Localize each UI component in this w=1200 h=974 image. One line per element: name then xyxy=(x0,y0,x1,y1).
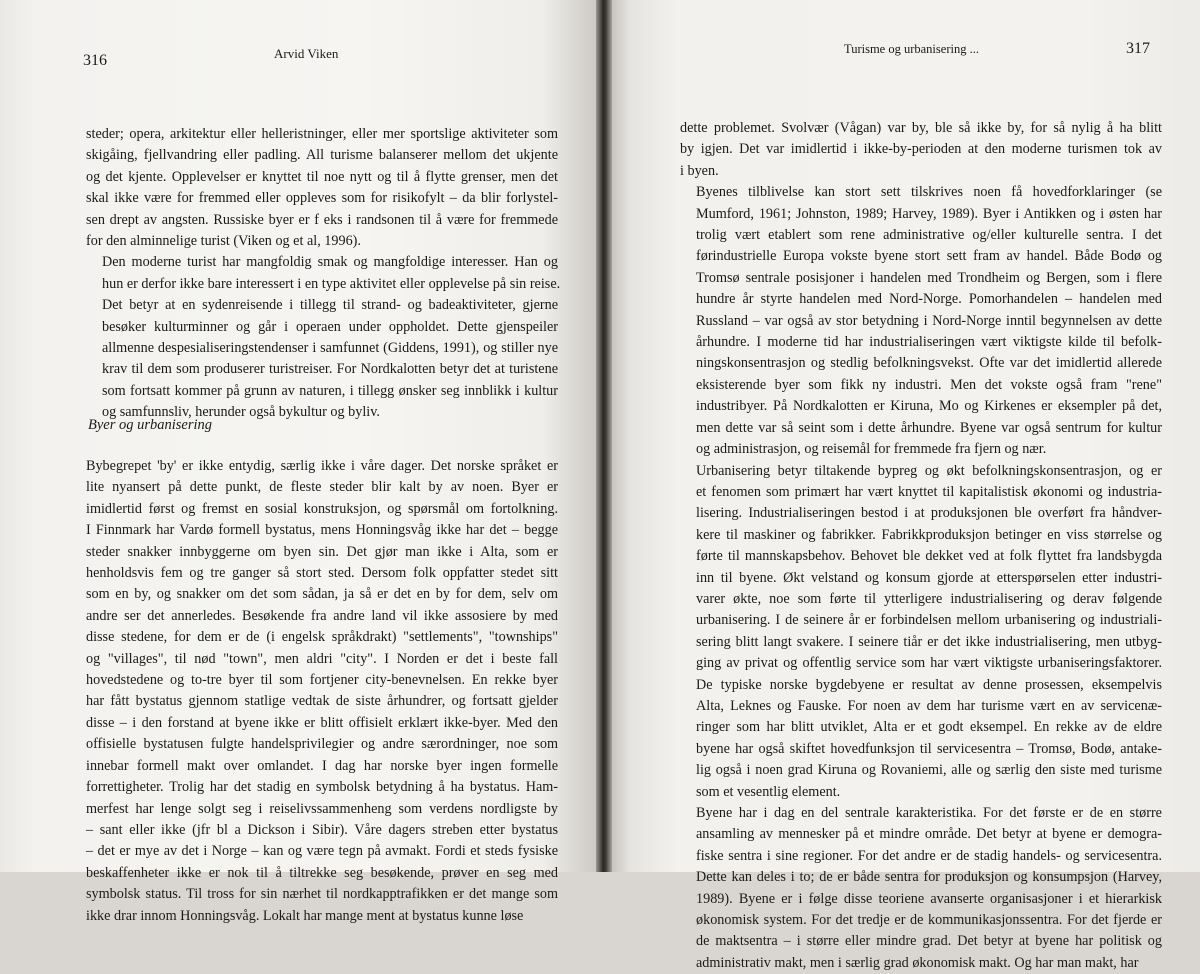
text-line: hundre år styrte handelen med Nord-Norge. Pomorhandelen – handelen med xyxy=(696,291,1162,308)
text-line: sering blitt langt svakere. I seinere tiår er det ikke industrialisering, men utbyg- xyxy=(696,633,1162,650)
text-line: Urbanisering betyr tiltakende bypreg og økt befolkningskonsentrasjon, og er xyxy=(696,462,1162,479)
paragraph xyxy=(680,118,1162,182)
text-line: varer økte, noe som førte til ytterligere industrialisering og derav følgende xyxy=(696,590,1162,607)
text-line: henholdsvis fem og tre ganger så stort sted. Dersom folk oppfatter stedet sitt xyxy=(86,565,558,582)
section-heading: Byer og urbanisering xyxy=(88,417,213,433)
text-line: innebar formell makt over omlandet. I dag har norske byer ingen formelle xyxy=(86,757,558,774)
text-line: de maktsentra – i større eller mindre grad. Det betyr at byene har politisk og xyxy=(696,933,1162,950)
text-line: – det er mye av det i Norge – kan og være tegn på avmakt. Fordi et steds fysiske xyxy=(86,843,558,860)
text-line: ningskonsentrasjon og stedlig befolkningsvekst. Ofte var det imidlertid allerede xyxy=(696,355,1162,372)
text-line: beskaffenheter ikke er nok til å tiltrekke seg besøkende, prøver en seg med xyxy=(86,864,558,881)
text-line: offisielle bystatusen fulgte handelsprivilegier og andre særordninger, noe som xyxy=(86,736,558,753)
text-line: sen drept av angsten. Russiske byer er f eks i randsonen til å være for fremmede xyxy=(86,211,558,228)
text-line: dette problemet. Svolvær (Vågan) var by, ble så ikke by, for så nylig å ha blitt xyxy=(680,120,1162,136)
text-line: Bybegrepet 'by' er ikke entydig, særlig ikke i våre dager. Det norske språket er xyxy=(86,458,558,474)
text-line: hun er derfor ikke bare interessert i en type aktivitet eller opplevelse på sin reise. xyxy=(102,275,561,292)
text-line: steder; opera, arkitektur eller helleristninger, eller mer sportslige aktiviteter som xyxy=(86,126,558,142)
text-line: by igjen. Det var imidlertid i ikke-by-perioden at den moderne turismen tok av xyxy=(680,141,1162,158)
text-line: Russland – var også av stor betydning i Nord-Norge inntil begynnelsen av dette xyxy=(696,312,1162,329)
text-line: symbolsk status. Til tross for sin nærhet til nordkapptrafikken er det mange som xyxy=(86,886,558,903)
text-line: De typiske norske bygdebyene er resultat av denne prosessen, eksempelvis xyxy=(696,676,1162,693)
text-line: Alta, Leknes og Fauske. For noen av dem har turisme vært en av servicenæ- xyxy=(696,697,1162,714)
text-line: fiske sentra i sine regioner. For det andre er de stadig handels- og servicesentra. xyxy=(696,847,1162,864)
text-line: og samfunnsliv, herunder også bykultur og byliv. xyxy=(102,404,380,421)
text-line: inn til byene. Økt velstand og konsum gjorde at etterspørselen etter industri- xyxy=(696,569,1162,586)
paragraph xyxy=(86,124,558,252)
text-line: allmenne despesialiseringstendenser i samfunnet (Giddens, 1991), og stiller nye xyxy=(102,340,558,357)
text-line: men dette var så seint som i dette århundre. Byene var også sentrum for kultur xyxy=(696,419,1162,436)
text-line: ikke drar innom Honningsvåg. Lokalt har mange ment at bystatus kunne løse xyxy=(86,907,524,924)
text-line: 1989). Byene er i følge disse teoriene avanserte organisasjoner i et hierarkisk xyxy=(696,890,1162,907)
body-text-block xyxy=(680,118,1162,974)
text-line: andre ser det annerledes. Besøkende fra andre land vil ikke assosiere by med xyxy=(86,607,558,624)
page-number: 317 xyxy=(1126,40,1150,57)
text-line: Mumford, 1961; Johnston, 1989; Harvey, 1989). Byer i Antikken og i østen har xyxy=(696,205,1162,222)
left-page xyxy=(0,0,602,924)
text-line: steder snakker innbyggerne om byen sin. Det gjør man ikke i Alta, som er xyxy=(86,543,558,560)
text-line: førte til mannskapsbehov. Behovet ble dekket ved at folk flyttet fra landsbygda xyxy=(696,548,1162,565)
paragraph xyxy=(680,182,1162,460)
text-line: ging av privat og offentlig service som har vært viktigste urbaniseringsfaktorer. xyxy=(696,655,1162,672)
book-gutter xyxy=(596,0,612,872)
text-line: et fenomen som primært har vært knyttet til kapitalistisk økonomi og industria- xyxy=(696,483,1162,500)
text-line: for den alminnelige turist (Viken og et al, 1996). xyxy=(86,233,361,250)
text-line: førindustrielle Europa vokste byene stort sett fram av handel. Både Bodø og xyxy=(696,248,1162,265)
right-page xyxy=(606,0,1200,971)
text-line: krav til dem som produserer turistreiser. For Nordkalotten betyr det at turistene xyxy=(102,361,558,378)
text-line: Dette kan deles i to; de er både sentra for produksjon og konsumpsjon (Harvey, xyxy=(696,869,1162,886)
running-header: Arvid Viken xyxy=(274,46,339,61)
text-line: byene har også skiftet hovedfunksjon til servicesentra – Tromsø, Bodø, antake- xyxy=(696,740,1162,757)
text-line: I Finnmark har Vardø formell bystatus, mens Honningsvåg ikke har det – begge xyxy=(86,522,558,539)
text-line: lisering. Industrialiseringen bestod i at produksjonen ble overført fra håndver- xyxy=(696,505,1162,522)
text-line: lig også i noen grad Kiruna og Rovaniemi, alle og særlig den siste med turisme xyxy=(696,762,1162,779)
text-line: og det kjente. Opplevelser er knyttet til noe nytt og til å flytte grenser, men det xyxy=(86,168,558,185)
text-line: – sant eller ikke (jfr bl a Dickson i Sibir). Våre dagers streben etter bystatus xyxy=(86,821,558,838)
text-line: ansamling av mennesker på et mindre område. Det betyr at byene er demogra- xyxy=(696,826,1162,843)
text-line: og administrasjon, og reisemål for fremmede fra fjern og nær. xyxy=(696,441,1047,458)
paragraph xyxy=(680,803,1162,974)
text-line: kere til maskiner og fabrikker. Fabrikkproduksjon betinger en viss størrelse og xyxy=(696,526,1162,543)
text-line: har fått bystatus gjennom statlige vedtak de siste århundrer, og fortsatt gjelder xyxy=(86,693,558,710)
text-line: lite nyansert på dette punkt, de fleste steder blir kalt by av noen. Byer er xyxy=(86,479,558,496)
text-line: i byen. xyxy=(680,162,719,179)
text-line: trolig vært etablert som rene administrative og/eller kulturelle sentra. I det xyxy=(696,227,1162,244)
text-line: som en by, og snakker om det som sådan, ja så er det en by for dem, selv om xyxy=(86,586,558,603)
running-header: Turisme og urbanisering ... xyxy=(844,42,979,56)
text-line: Byenes tilblivelse kan stort sett tilskrives noen få hovedforklaringer (se xyxy=(696,184,1162,201)
text-line: administrativ makt, men i særlig grad økonomisk makt. Og har man makt, har xyxy=(696,954,1139,971)
text-line: Byene har i dag en del sentrale karakteristika. For det første er de en større xyxy=(696,805,1162,821)
page-number: 316 xyxy=(83,52,107,69)
text-line: Den moderne turist har mangfoldig smak og mangfoldige interesser. Han og xyxy=(102,254,558,271)
paragraph xyxy=(680,461,1162,804)
paragraph xyxy=(86,456,558,927)
text-line: urbanisering. I de seinere år er forbindelsen mellom urbanisering og industriali- xyxy=(696,612,1162,629)
intro-text-block xyxy=(86,124,561,424)
text-line: skal ikke være for fremmed eller oppleves som for risikofylt – da blir forlystel- xyxy=(86,190,558,207)
text-line: besøker kulturminner og går i operaen under oppholdet. Dette gjenspeiler xyxy=(102,318,558,335)
text-line: og "villages", til nød "town", men aldri "city". I Norden er det i beste fall xyxy=(86,650,558,667)
text-line: århundre. I moderne tid har industrialiseringen vært viktigste kilde til befolk- xyxy=(696,334,1162,351)
text-line: som fortsatt kommer på grunn av naturen, i tillegg ønsker seg innblikk i kultur xyxy=(102,382,558,399)
text-line: eksisterende byer som fikk ny industri. Men det vokste også fram "rene" xyxy=(696,376,1162,393)
text-line: disse – i den forstand at byene ikke er blitt offisielt erklært ikke-byer. Med den xyxy=(86,714,558,731)
text-line: skigåing, fjellvandring eller padling. All turisme balanserer mellom det ukjente xyxy=(86,147,558,164)
text-line: merfest har lenge solgt seg i reiselivssammenheng som verdens nordligste by xyxy=(86,800,558,817)
text-line: økonomisk system. For det tredje er de kommunikasjonssentra. For det fjerde er xyxy=(696,912,1162,929)
paragraph xyxy=(86,252,561,423)
text-line: som et vesentlig element. xyxy=(696,783,841,800)
section-text-block xyxy=(86,456,558,927)
text-line: hovedstedene og to-tre byer til som fortjener city-benevnelsen. En rekke byer xyxy=(86,672,558,689)
text-line: Det betyr at en sydenreisende i tillegg til strand- og badeaktiviteter, gjerne xyxy=(102,297,558,314)
text-line: disse stedene, for dem er de (i engelsk språkdrakt) "settlements", "townships" xyxy=(86,629,558,646)
text-line: imidlertid først og fremst en sosial konstruksjon, og spørsmål om fortolkning. xyxy=(86,500,558,517)
text-line: ringer som har blitt utviklet, Alta er et godt eksempel. En rekke av de eldre xyxy=(696,719,1162,736)
text-line: forrettigheter. Trolig har det stadig en symbolsk betydning å ha bystatus. Ham- xyxy=(86,779,558,796)
text-line: industribyer. På Nordkalotten er Kiruna, Mo og Kirkenes er eksempler på det, xyxy=(696,398,1162,415)
text-line: Tromsø sentrale posisjoner i handelen med Trondheim og Bergen, som i flere xyxy=(696,269,1162,286)
